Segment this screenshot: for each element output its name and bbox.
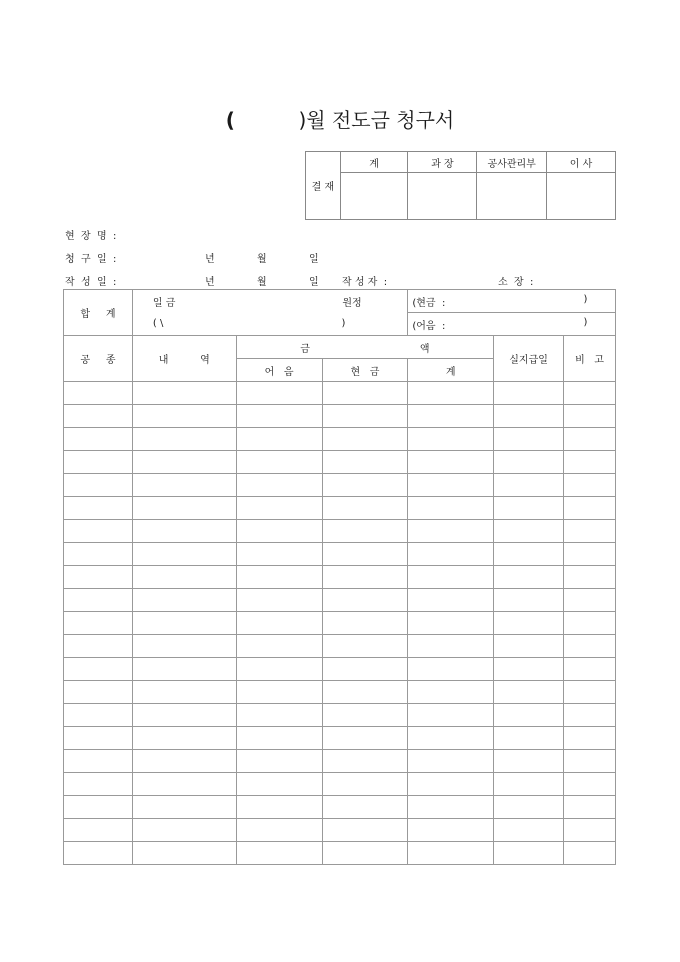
table-cell[interactable] [408,428,494,451]
table-cell[interactable] [236,727,322,750]
request-month: 월 [257,254,267,265]
table-cell[interactable] [494,796,564,819]
table-cell[interactable] [64,474,133,497]
table-cell[interactable] [494,405,564,428]
site-name-label: 현 장 명 : [65,231,117,242]
table-row [64,635,616,658]
author-label: 작 성 자 : [342,277,388,288]
approval-col-4: 이 사 [546,152,615,173]
table-row [64,382,616,405]
table-cell[interactable] [408,819,494,842]
table-cell[interactable] [64,704,133,727]
table-cell[interactable] [322,382,408,405]
cash-header: 현 금 [322,359,408,382]
cash-cell [408,290,616,313]
table-cell[interactable] [494,635,564,658]
table-cell[interactable] [564,819,616,842]
approval-sign-3[interactable] [477,173,547,220]
table-cell[interactable] [64,773,133,796]
request-date-label: 청 구 일 : [65,254,117,265]
table-cell[interactable] [322,612,408,635]
table-cell[interactable] [408,405,494,428]
amount-word-cell [132,290,407,313]
table-cell[interactable] [564,589,616,612]
table-cell[interactable] [408,543,494,566]
table-cell[interactable] [564,658,616,681]
table-row [64,566,616,589]
table-cell[interactable] [64,543,133,566]
table-cell[interactable] [322,681,408,704]
table-cell[interactable] [564,612,616,635]
table-cell[interactable] [236,520,322,543]
remark-header: 비 고 [564,336,616,382]
table-cell[interactable] [322,842,408,865]
table-cell[interactable] [322,543,408,566]
approval-table [305,151,616,220]
table-cell[interactable] [64,681,133,704]
table-row [64,842,616,865]
table-cell[interactable] [564,543,616,566]
table-cell[interactable] [408,796,494,819]
created-day: 일 [309,277,319,288]
table-cell[interactable] [64,451,133,474]
table-cell[interactable] [236,842,322,865]
table-cell[interactable] [564,382,616,405]
table-row [64,451,616,474]
table-cell[interactable] [236,819,322,842]
table-cell[interactable] [564,750,616,773]
amount-header [236,336,493,359]
table-cell[interactable] [494,773,564,796]
table-cell[interactable] [494,497,564,520]
table-cell[interactable] [132,474,236,497]
table-cell[interactable] [236,612,322,635]
table-cell[interactable] [132,428,236,451]
table-cell[interactable] [494,704,564,727]
amount-figure-cell [132,313,407,336]
bill-cell [408,313,616,336]
amount-header-right: 액 [419,343,430,355]
table-cell[interactable] [322,727,408,750]
table-cell[interactable] [236,405,322,428]
table-cell[interactable] [132,842,236,865]
table-cell[interactable] [408,635,494,658]
table-row [64,428,616,451]
request-year: 년 [205,254,215,265]
table-cell[interactable] [64,520,133,543]
table-cell[interactable] [64,405,133,428]
table-cell[interactable] [408,773,494,796]
table-cell[interactable] [494,382,564,405]
table-cell[interactable] [494,681,564,704]
table-row [64,520,616,543]
table-cell[interactable] [64,382,133,405]
table-cell[interactable] [322,658,408,681]
table-cell[interactable] [64,658,133,681]
table-cell[interactable] [236,428,322,451]
table-cell[interactable] [408,474,494,497]
claim-table [63,289,616,865]
table-row [64,727,616,750]
table-cell[interactable] [564,727,616,750]
cash-label: (현금 : [412,297,446,309]
table-cell[interactable] [564,704,616,727]
table-cell[interactable] [408,681,494,704]
table-cell[interactable] [132,497,236,520]
approval-col-2: 과 장 [408,152,477,173]
table-row [64,819,616,842]
bill-close-paren: ) [583,316,588,328]
table-cell[interactable] [408,451,494,474]
table-cell[interactable] [322,635,408,658]
table-cell[interactable] [408,727,494,750]
manager-label: 소 장 : [498,277,534,288]
table-cell[interactable] [64,635,133,658]
cash-close-paren: ) [583,293,588,305]
table-cell[interactable] [64,428,133,451]
table-cell[interactable] [236,589,322,612]
table-cell[interactable] [408,658,494,681]
bill-label: (어음 : [412,320,446,332]
table-row [64,589,616,612]
table-cell[interactable] [322,497,408,520]
table-cell[interactable] [494,428,564,451]
table-cell[interactable] [132,589,236,612]
won-sign-open: ( \ [152,318,164,330]
table-cell[interactable] [494,520,564,543]
table-cell[interactable] [408,612,494,635]
table-cell[interactable] [132,451,236,474]
table-cell[interactable] [494,474,564,497]
table-row [64,612,616,635]
approval-sign-1[interactable] [340,173,408,220]
table-cell[interactable] [132,773,236,796]
request-day: 일 [309,254,319,265]
table-cell[interactable] [132,727,236,750]
table-cell[interactable] [564,635,616,658]
approval-col-1: 계 [340,152,408,173]
table-cell[interactable] [494,566,564,589]
table-cell[interactable] [132,543,236,566]
amount-word-label: 일 금 [152,297,176,309]
table-cell[interactable] [132,658,236,681]
total-label: 합 계 [64,290,133,336]
created-date-label: 작 성 일 : [65,277,117,288]
table-cell[interactable] [494,819,564,842]
table-cell[interactable] [564,681,616,704]
table-cell[interactable] [494,727,564,750]
table-cell[interactable] [132,520,236,543]
table-cell[interactable] [236,658,322,681]
table-cell[interactable] [322,750,408,773]
table-cell[interactable] [564,474,616,497]
table-cell[interactable] [564,405,616,428]
table-cell[interactable] [564,428,616,451]
table-row [64,681,616,704]
table-cell[interactable] [322,589,408,612]
table-cell[interactable] [64,589,133,612]
table-cell[interactable] [132,612,236,635]
table-cell[interactable] [408,382,494,405]
table-cell[interactable] [408,497,494,520]
table-cell[interactable] [564,520,616,543]
page-title [0,104,680,133]
table-cell[interactable] [564,796,616,819]
table-row [64,704,616,727]
table-cell[interactable] [564,566,616,589]
table-cell[interactable] [564,842,616,865]
approval-sign-4[interactable] [546,173,615,220]
bill-header: 어 음 [236,359,322,382]
table-cell[interactable] [132,750,236,773]
detail-header: 내 역 [132,336,236,382]
table-cell[interactable] [236,750,322,773]
won-label: 원정 [342,297,362,309]
table-cell[interactable] [322,474,408,497]
table-cell[interactable] [132,704,236,727]
table-cell[interactable] [132,681,236,704]
table-cell[interactable] [236,497,322,520]
table-cell[interactable] [322,405,408,428]
table-row [64,773,616,796]
table-row [64,405,616,428]
table-cell[interactable] [494,451,564,474]
created-year: 년 [205,277,215,288]
table-cell[interactable] [494,589,564,612]
table-cell[interactable] [408,704,494,727]
created-month: 월 [257,277,267,288]
table-cell[interactable] [236,773,322,796]
table-row [64,750,616,773]
table-cell[interactable] [494,543,564,566]
table-cell[interactable] [408,520,494,543]
table-cell[interactable] [64,566,133,589]
table-cell[interactable] [64,497,133,520]
table-cell[interactable] [322,520,408,543]
table-cell[interactable] [494,842,564,865]
table-cell[interactable] [236,451,322,474]
table-cell[interactable] [494,750,564,773]
table-cell[interactable] [236,543,322,566]
table-cell[interactable] [322,796,408,819]
table-cell[interactable] [236,382,322,405]
table-cell[interactable] [132,566,236,589]
approval-side-label: 결 재 [306,152,341,220]
table-cell[interactable] [564,451,616,474]
table-cell[interactable] [64,842,133,865]
table-cell[interactable] [408,750,494,773]
approval-sign-2[interactable] [408,173,477,220]
trade-header: 공 종 [64,336,133,382]
table-cell[interactable] [322,704,408,727]
table-cell[interactable] [64,612,133,635]
approval-col-3: 공사관리부 [477,152,547,173]
title-open-paren: ( [225,108,235,132]
table-cell[interactable] [494,658,564,681]
table-cell[interactable] [132,405,236,428]
table-cell[interactable] [236,704,322,727]
table-cell[interactable] [322,428,408,451]
title-text: )월 전도금 청구서 [298,108,455,132]
table-row [64,474,616,497]
table-cell[interactable] [132,635,236,658]
table-cell[interactable] [564,497,616,520]
table-cell[interactable] [64,727,133,750]
table-cell[interactable] [322,566,408,589]
table-cell[interactable] [64,750,133,773]
table-cell[interactable] [236,796,322,819]
amount-header-left: 금 [300,343,310,355]
table-cell[interactable] [236,635,322,658]
table-row [64,658,616,681]
table-cell[interactable] [322,451,408,474]
table-row [64,497,616,520]
table-cell[interactable] [236,474,322,497]
table-cell[interactable] [132,819,236,842]
table-cell[interactable] [564,773,616,796]
won-sign-close: ) [341,318,346,330]
table-cell[interactable] [236,681,322,704]
site-name-line [65,227,117,249]
pay-date-header: 실지급일 [494,336,564,382]
table-cell[interactable] [64,796,133,819]
table-cell[interactable] [132,796,236,819]
table-cell[interactable] [132,382,236,405]
table-cell[interactable] [64,819,133,842]
table-cell[interactable] [408,842,494,865]
table-cell[interactable] [408,589,494,612]
table-cell[interactable] [322,819,408,842]
table-cell[interactable] [236,566,322,589]
sum-header: 계 [408,359,494,382]
table-row [64,796,616,819]
table-cell[interactable] [494,612,564,635]
table-cell[interactable] [322,773,408,796]
table-cell[interactable] [408,566,494,589]
table-row [64,543,616,566]
